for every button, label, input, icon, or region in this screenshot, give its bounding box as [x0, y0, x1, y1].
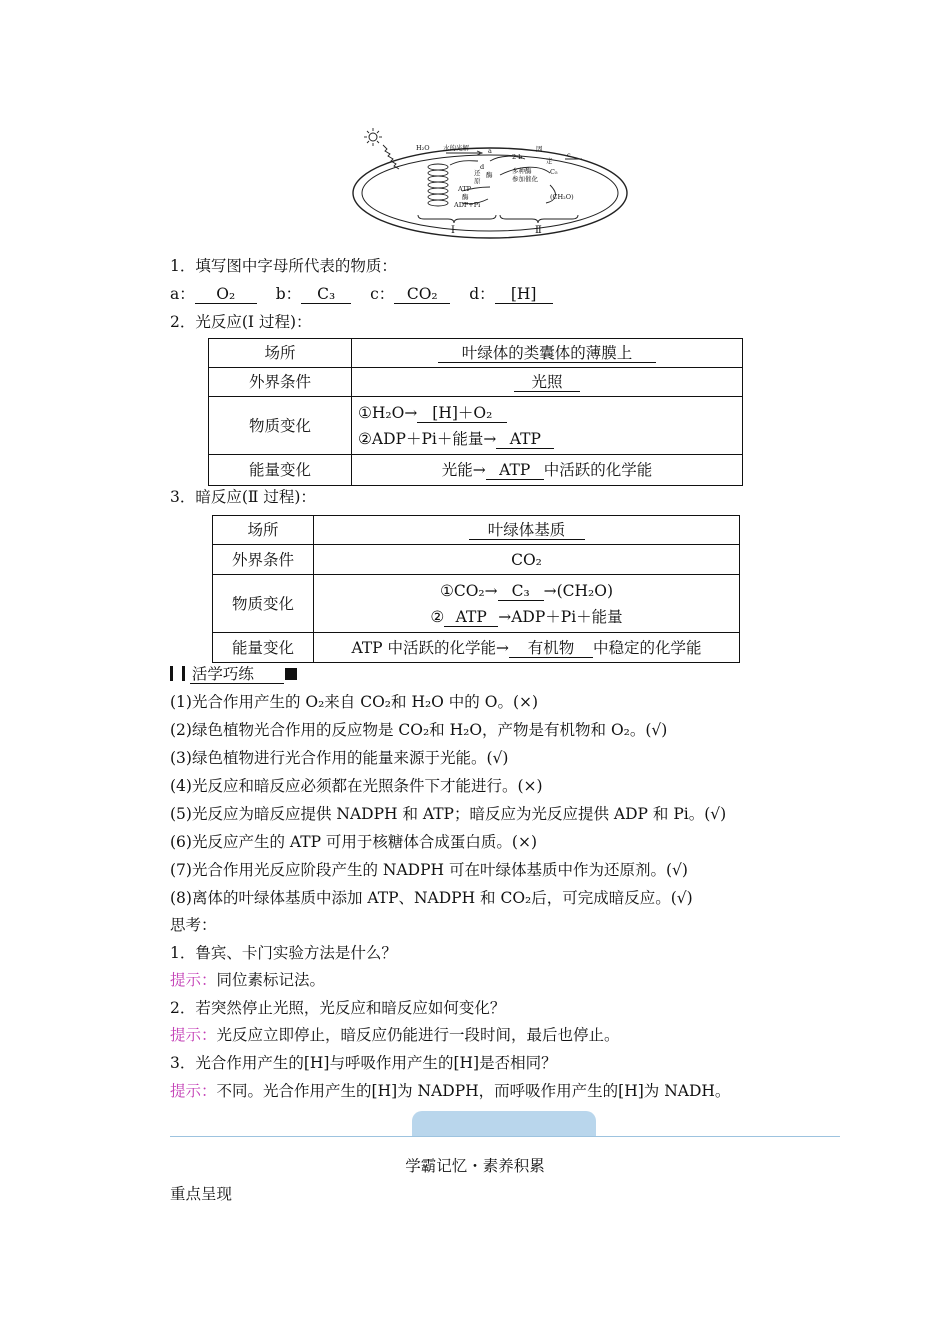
practice-item: (5)光反应为暗反应提供 NADPH 和 ATP；暗反应为光反应提供 ADP 和 Pi。(√) — [170, 805, 727, 823]
q1-b-value: C₃ — [301, 285, 351, 304]
lr-e-prefix: 光能→ — [441, 461, 486, 479]
practice-item: (2)绿色植物光合作用的反应物是 CO₂和 H₂O，产物是有机物和 O₂。(√) — [170, 721, 668, 739]
dr-m1-value: C₃ — [498, 582, 544, 601]
dr-e-suffix: 中稳定的化学能 — [593, 638, 702, 657]
dr-cond-label: 外界条件 — [213, 545, 314, 575]
lr-m1-prefix: ①H₂O→ — [358, 403, 418, 422]
lr-place-value: 叶绿体的类囊体的薄膜上 — [438, 344, 656, 363]
square-icon — [285, 668, 297, 680]
practice-item: (1)光合作用产生的 O₂来自 CO₂和 H₂O 中的 O。(×) — [170, 693, 539, 711]
grana-stack — [428, 164, 448, 206]
q1-c-value: CO₂ — [394, 285, 450, 304]
q1-title: 1．填写图中字母所代表的物质： — [170, 257, 397, 275]
label-multi-enzyme: 多种酶 — [512, 167, 532, 175]
dr-place-label: 场所 — [213, 516, 314, 545]
label-mei: 酶 — [486, 171, 493, 179]
dr-energy-label: 能量变化 — [213, 633, 314, 663]
label-roman1: Ⅰ — [451, 225, 455, 236]
dr-e-prefix: ATP 中活跃的化学能→ — [351, 638, 509, 657]
sun-icon — [364, 128, 382, 146]
dr-place-value: 叶绿体基质 — [469, 521, 585, 540]
practice-item: (8)离体的叶绿体基质中添加 ATP、NADPH 和 CO₂后，可完成暗反应。(√) — [170, 889, 693, 907]
dark-reaction-table — [212, 515, 740, 663]
label-c: c — [567, 151, 571, 159]
think-answer-1 — [170, 970, 325, 990]
practice-item: (3)绿色植物进行光合作用的能量来源于光能。(√) — [170, 749, 509, 767]
lr-e-suffix: 中活跃的化学能 — [543, 461, 653, 479]
answer-text: 不同。光合作用产生的[H]为 NADPH，而呼吸作用产生的[H]为 NADH。 — [216, 1082, 731, 1100]
q1-b-label: b： — [275, 285, 302, 303]
think-question-1: 1．鲁宾、卡门实验方法是什么？ — [170, 944, 397, 962]
think-answer-3 — [170, 1081, 730, 1101]
dr-cond-value: CO₂ — [314, 545, 740, 575]
dr-m2-prefix: ② — [430, 607, 445, 626]
photosynthesis-diagram — [350, 125, 630, 240]
q1-d-label: d： — [469, 285, 495, 303]
hint-label: 提示： — [170, 971, 217, 989]
label-atp: ATP — [458, 185, 472, 193]
dr-matter-label: 物质变化 — [213, 575, 314, 633]
lr-cond-label: 外界条件 — [209, 368, 352, 397]
dr-m1-suffix: →(CH₂O) — [543, 581, 614, 600]
light-ray — [383, 145, 399, 169]
answer-text: 光反应立即停止，暗反应仍能进行一段时间，最后也停止。 — [216, 1026, 620, 1044]
dr-e-value: 有机物 — [509, 639, 593, 658]
practice-item: (7)光合作用光反应阶段产生的 NADPH 可在叶绿体基质中作为还原剂。(√) — [170, 861, 688, 879]
lr-matter-label: 物质变化 — [209, 397, 352, 455]
practice-title: 活学巧练 — [190, 665, 284, 684]
heading-bar-icon — [170, 666, 173, 681]
label-h2o: H₂O — [416, 144, 430, 152]
q1-d-value: [H] — [495, 285, 553, 304]
section-subtitle: 重点呈现 — [170, 1185, 233, 1203]
lr-m2-prefix: ②ADP＋Pi＋能量→ — [358, 429, 497, 448]
practice-item: (6)光反应产生的 ATP 可用于核糖体合成蛋白质。(×) — [170, 833, 538, 851]
light-reaction-table — [208, 338, 743, 486]
label-gu: 固 — [536, 145, 543, 153]
label-adp-pi: ADP+Pi — [454, 201, 481, 209]
lr-energy-label: 能量变化 — [209, 455, 352, 486]
lr-place-label: 场所 — [209, 339, 352, 368]
dr-m1-prefix: ①CO₂→ — [439, 581, 498, 600]
label-mei2: 酶 — [462, 193, 469, 201]
practice-heading — [170, 664, 297, 684]
q1-answers — [170, 284, 553, 304]
think-heading: 思考： — [170, 916, 217, 934]
label-d: d — [480, 163, 485, 171]
think-question-3: 3．光合作用产生的[H]与呼吸作用产生的[H]是否相同？ — [170, 1054, 557, 1072]
lr-m1-value: [H]＋O₂ — [417, 404, 507, 423]
label-c5: C₅ — [550, 168, 558, 176]
answer-text: 同位素标记法。 — [216, 971, 326, 989]
q1-a-value: O₂ — [195, 285, 257, 304]
chloroplast-inner — [362, 155, 618, 231]
hint-label: 提示： — [170, 1026, 217, 1044]
practice-item: (4)光反应和暗反应必须都在光照条件下才能进行。(×) — [170, 777, 543, 795]
label-catalysis: 参加催化 — [512, 175, 538, 183]
lr-m2-value: ATP — [496, 430, 554, 449]
label-ch2o: (CH₂O) — [550, 193, 574, 201]
section-title: 学霸记忆・素养积累 — [405, 1157, 545, 1175]
label-ding: 定 — [546, 157, 553, 165]
section-divider — [170, 1136, 840, 1137]
dr-m2-suffix: →ADP＋Pi＋能量 — [498, 607, 623, 626]
section-banner-tab — [412, 1111, 596, 1136]
label-yuan: 原 — [474, 177, 481, 185]
q1-c-label: c： — [370, 285, 395, 303]
q1-a-label: a： — [170, 285, 195, 303]
label-a: a — [488, 147, 492, 155]
think-question-2: 2．若突然停止光照，光反应和暗反应如何变化？ — [170, 999, 506, 1017]
label-2b: 2 b — [512, 153, 523, 161]
lr-e-value: ATP — [486, 461, 544, 480]
label-huan: 还 — [474, 169, 481, 177]
hint-label: 提示： — [170, 1082, 217, 1100]
think-answer-2 — [170, 1025, 620, 1045]
label-water-photolysis: 水的光解 — [443, 144, 469, 152]
q2-title: 2．光反应(Ⅰ 过程)： — [170, 313, 312, 331]
label-roman2: Ⅱ — [535, 225, 542, 236]
lr-cond-value: 光照 — [514, 373, 580, 392]
q3-title: 3．暗反应(Ⅱ 过程)： — [170, 488, 316, 506]
heading-bar-icon — [182, 666, 185, 681]
chloroplast-outer — [353, 148, 627, 238]
dr-m2-value: ATP — [444, 608, 498, 627]
